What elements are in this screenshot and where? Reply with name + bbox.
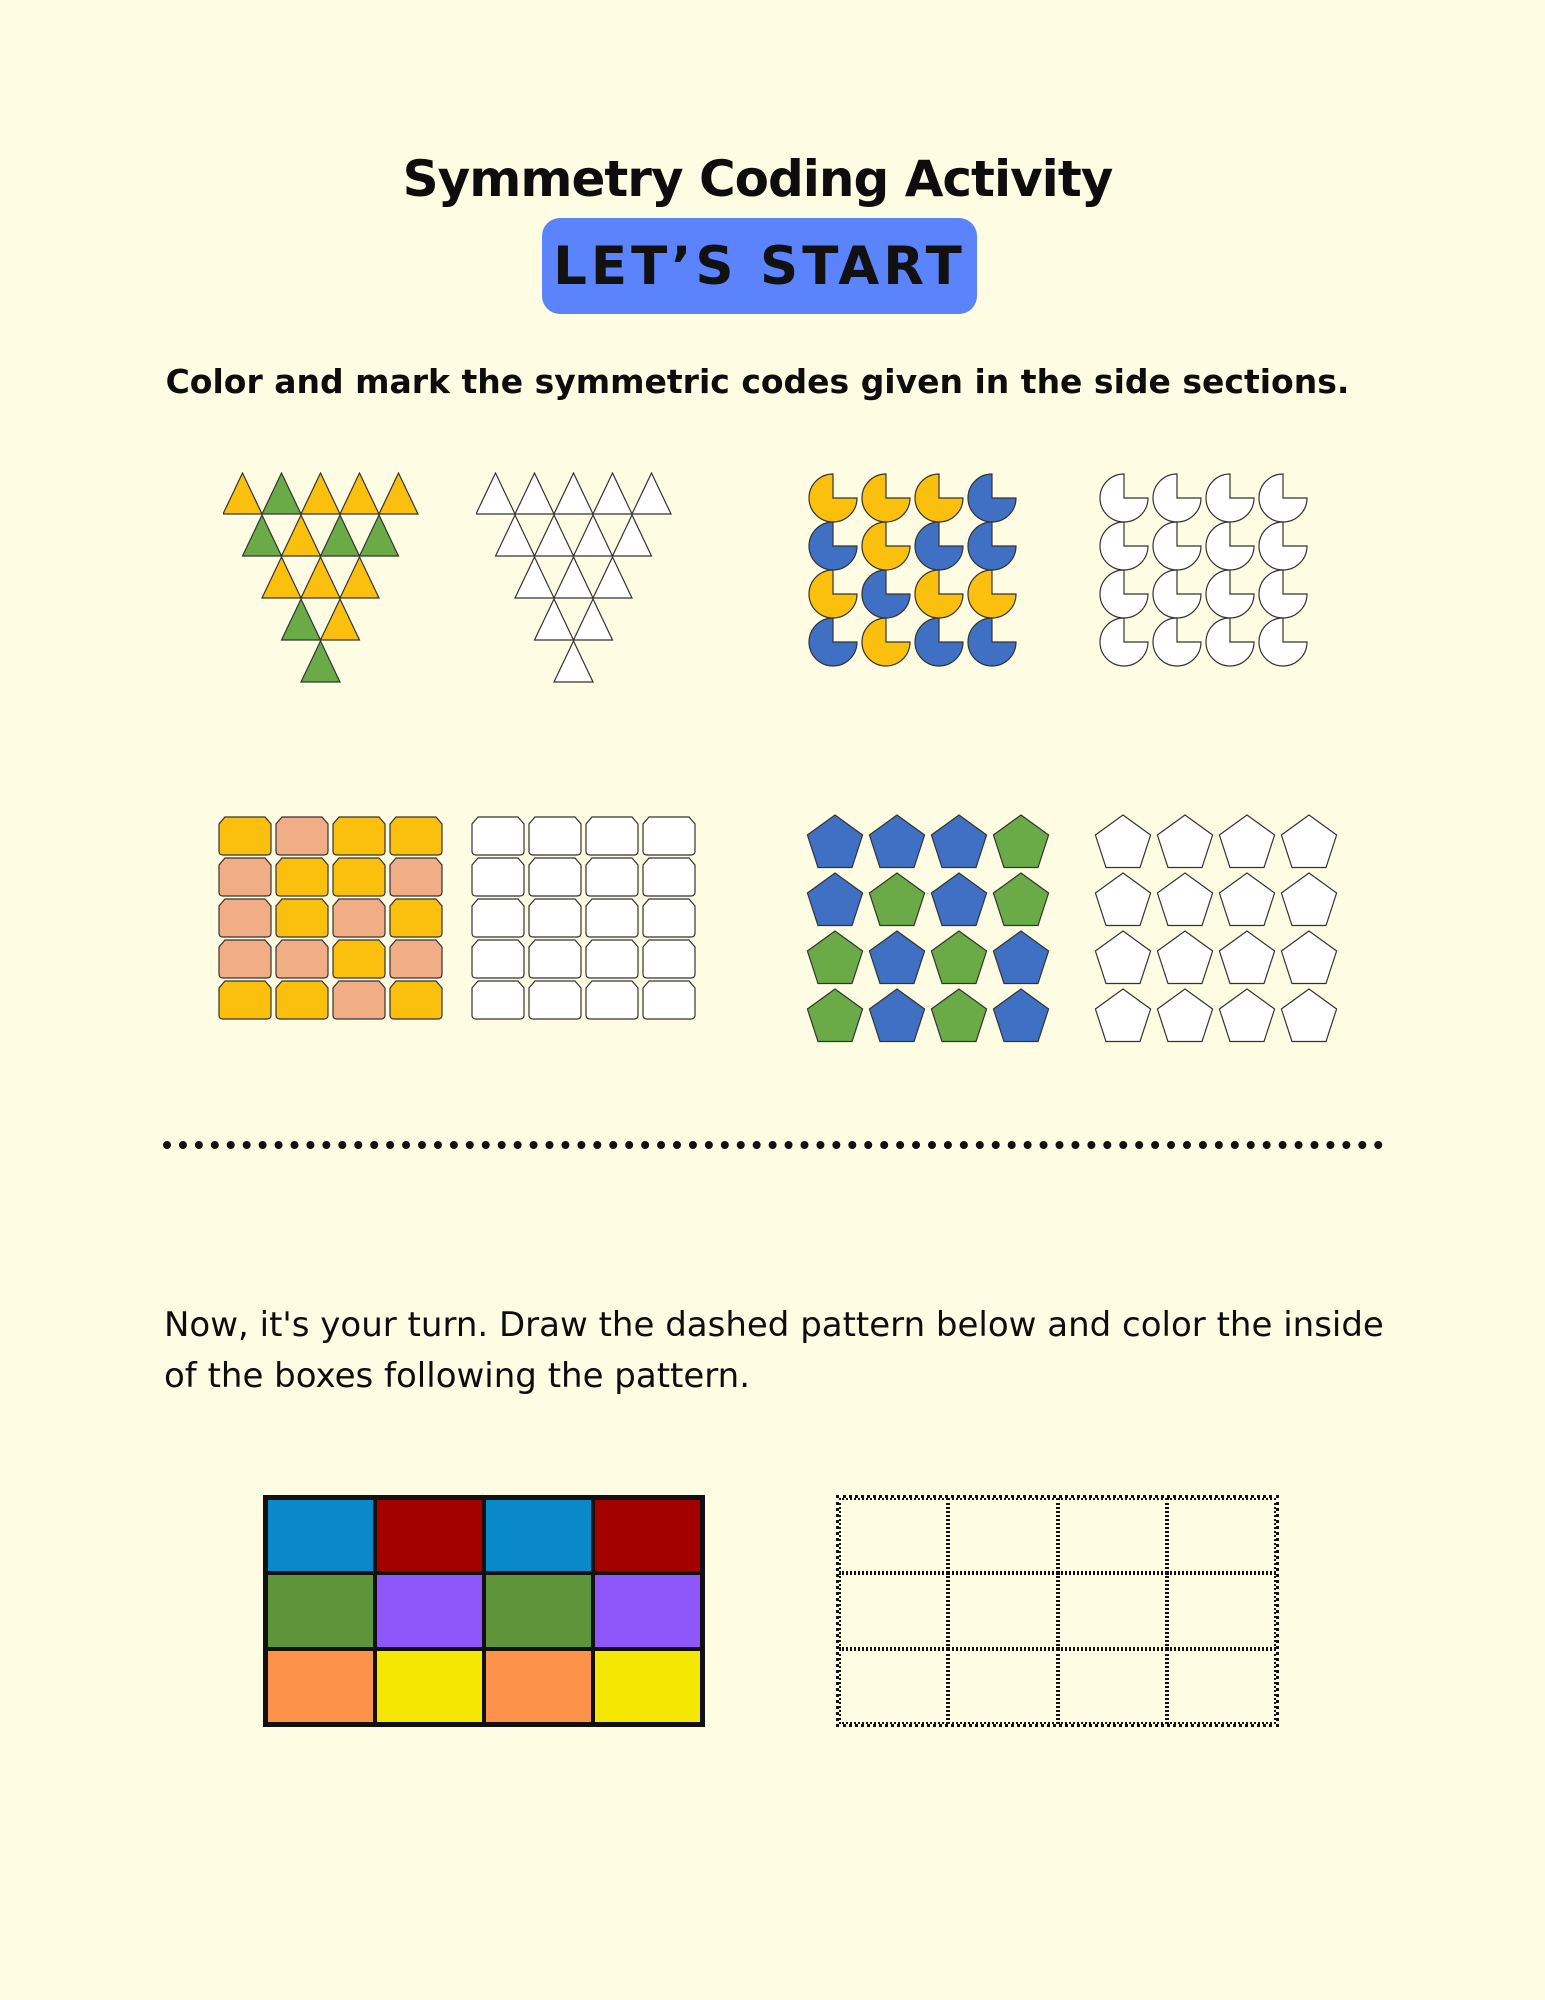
tile-shape[interactable] — [472, 858, 524, 896]
pentagon-shape — [869, 989, 924, 1042]
blank-cell[interactable] — [1058, 1498, 1167, 1573]
pacman-shape — [968, 618, 1016, 666]
triangle-shape — [340, 557, 379, 598]
triangle-shape — [301, 473, 340, 514]
page-title: Symmetry Coding Activity — [402, 150, 1113, 208]
pacman-shape — [968, 570, 1016, 618]
blank-cell[interactable] — [1167, 1573, 1276, 1648]
pentagon-shape[interactable] — [1219, 989, 1274, 1042]
tile-shape — [276, 981, 328, 1019]
pentagon-shape — [807, 931, 862, 984]
pacman-pattern-colored — [807, 472, 1029, 668]
pentagon-shape[interactable] — [1281, 873, 1336, 926]
triangle-shape[interactable] — [476, 473, 515, 514]
blank-cell[interactable] — [839, 1649, 948, 1724]
triangle-shape[interactable] — [632, 473, 671, 514]
your-turn-text: Now, it's your turn. Draw the dashed pattern below and color the inside of the boxes following the pattern. — [164, 1305, 1384, 1396]
color-cell — [375, 1649, 484, 1724]
pentagon-shape[interactable] — [1157, 931, 1212, 984]
blank-cell[interactable] — [1058, 1573, 1167, 1648]
pacman-shape[interactable] — [1259, 474, 1307, 522]
tile-shape[interactable] — [586, 858, 638, 896]
pentagon-shape[interactable] — [1219, 931, 1274, 984]
triangle-pattern-blank[interactable] — [476, 472, 676, 684]
tile-shape[interactable] — [643, 899, 695, 937]
color-cell — [484, 1649, 593, 1724]
triangle-shape — [223, 473, 262, 514]
pentagon-shape — [807, 989, 862, 1042]
triangle-shape — [262, 557, 301, 598]
pacman-shape[interactable] — [1206, 522, 1254, 570]
tile-shape — [276, 858, 328, 896]
tile-shape — [390, 940, 442, 978]
pacman-pattern-blank[interactable] — [1098, 472, 1320, 668]
pacman-shape — [968, 474, 1016, 522]
tile-shape[interactable] — [643, 940, 695, 978]
tile-shape[interactable] — [643, 858, 695, 896]
tile-shape[interactable] — [472, 981, 524, 1019]
pentagon-shape — [931, 815, 986, 868]
tile-shape[interactable] — [472, 899, 524, 937]
blank-cell[interactable] — [1058, 1649, 1167, 1724]
pentagon-shape — [993, 873, 1048, 926]
tile-shape[interactable] — [529, 940, 581, 978]
pacman-shape[interactable] — [1206, 570, 1254, 618]
color-cell — [593, 1649, 702, 1724]
pentagon-shape — [931, 931, 986, 984]
pentagon-shape[interactable] — [1281, 931, 1336, 984]
pacman-shape[interactable] — [1100, 474, 1148, 522]
triangle-shape[interactable] — [554, 557, 593, 598]
pacman-shape — [809, 618, 857, 666]
pacman-shape — [915, 570, 963, 618]
pentagon-shape[interactable] — [1281, 989, 1336, 1042]
pacman-shape — [809, 522, 857, 570]
pacman-shape[interactable] — [1259, 618, 1307, 666]
tile-shape — [276, 899, 328, 937]
pentagon-shape — [807, 815, 862, 868]
pacman-shape — [809, 474, 857, 522]
pentagon-shape[interactable] — [1157, 815, 1212, 868]
pacman-shape[interactable] — [1153, 474, 1201, 522]
triangle-shape[interactable] — [554, 641, 593, 682]
pacman-shape[interactable] — [1153, 570, 1201, 618]
pentagon-shape[interactable] — [1095, 931, 1150, 984]
triangle-shape[interactable] — [574, 515, 613, 556]
tile-shape — [333, 858, 385, 896]
color-cell — [593, 1573, 702, 1648]
tile-shape — [276, 940, 328, 978]
pacman-shape — [862, 570, 910, 618]
pentagon-shape[interactable] — [1157, 989, 1212, 1042]
pacman-shape[interactable] — [1153, 522, 1201, 570]
tile-shape — [390, 858, 442, 896]
tile-shape[interactable] — [586, 899, 638, 937]
tile-shape[interactable] — [586, 817, 638, 855]
triangle-shape — [321, 599, 360, 640]
pacman-shape[interactable] — [1259, 570, 1307, 618]
pentagon-shape — [993, 989, 1048, 1042]
pentagon-shape — [931, 873, 986, 926]
pacman-shape — [915, 522, 963, 570]
tile-shape — [390, 817, 442, 855]
tile-shape[interactable] — [472, 817, 524, 855]
pentagon-shape — [869, 931, 924, 984]
pentagon-shape[interactable] — [1219, 815, 1274, 868]
color-cell — [266, 1498, 375, 1573]
triangle-shape[interactable] — [593, 557, 632, 598]
triangle-shape — [379, 473, 418, 514]
tile-pattern-blank[interactable] — [470, 815, 700, 1030]
tile-pattern-colored — [217, 815, 447, 1030]
pacman-shape[interactable] — [1206, 474, 1254, 522]
tile-shape[interactable] — [586, 981, 638, 1019]
tile-shape[interactable] — [586, 940, 638, 978]
color-cell — [266, 1649, 375, 1724]
tile-shape — [219, 858, 271, 896]
pentagon-shape[interactable] — [1095, 989, 1150, 1042]
tile-shape — [333, 899, 385, 937]
pentagon-shape — [993, 815, 1048, 868]
triangle-shape[interactable] — [496, 515, 535, 556]
pacman-shape — [862, 618, 910, 666]
pentagon-shape[interactable] — [1095, 815, 1150, 868]
tile-shape[interactable] — [529, 858, 581, 896]
pentagon-shape — [869, 873, 924, 926]
pacman-shape[interactable] — [1206, 618, 1254, 666]
tile-shape — [219, 981, 271, 1019]
tile-shape[interactable] — [529, 981, 581, 1019]
pacman-shape — [862, 522, 910, 570]
blank-cell[interactable] — [1167, 1649, 1276, 1724]
pentagon-pattern-blank[interactable] — [1091, 812, 1343, 1050]
tile-shape[interactable] — [529, 899, 581, 937]
triangle-shape — [282, 599, 321, 640]
color-pattern-grid — [263, 1495, 705, 1727]
tile-shape[interactable] — [472, 940, 524, 978]
color-cell — [484, 1498, 593, 1573]
tile-shape — [333, 981, 385, 1019]
color-cell — [375, 1573, 484, 1648]
triangle-shape[interactable] — [554, 473, 593, 514]
tile-shape — [276, 817, 328, 855]
blank-cell[interactable] — [948, 1649, 1057, 1724]
pentagon-shape[interactable] — [1095, 873, 1150, 926]
triangle-pattern-colored — [223, 472, 423, 684]
triangle-shape[interactable] — [535, 515, 574, 556]
lets-start-button[interactable]: LET’S START — [542, 218, 977, 314]
triangle-shape — [321, 515, 360, 556]
tile-shape[interactable] — [529, 817, 581, 855]
pacman-shape — [915, 618, 963, 666]
pentagon-shape — [807, 873, 862, 926]
triangle-shape[interactable] — [515, 473, 554, 514]
triangle-shape[interactable] — [515, 557, 554, 598]
tile-shape — [390, 981, 442, 1019]
pentagon-shape[interactable] — [1219, 873, 1274, 926]
pacman-shape[interactable] — [1259, 522, 1307, 570]
pacman-shape — [862, 474, 910, 522]
tile-shape — [219, 940, 271, 978]
color-cell — [484, 1573, 593, 1648]
pentagon-shape — [931, 989, 986, 1042]
triangle-shape — [243, 515, 282, 556]
pacman-shape[interactable] — [1100, 570, 1148, 618]
pacman-shape — [915, 474, 963, 522]
pacman-shape[interactable] — [1153, 618, 1201, 666]
tile-shape — [390, 899, 442, 937]
pentagon-shape[interactable] — [1281, 815, 1336, 868]
color-cell — [266, 1573, 375, 1648]
pacman-shape[interactable] — [1100, 522, 1148, 570]
pentagon-shape[interactable] — [1157, 873, 1212, 926]
blank-cell[interactable] — [839, 1573, 948, 1648]
triangle-shape — [340, 473, 379, 514]
pentagon-pattern-colored — [803, 812, 1055, 1050]
blank-cell[interactable] — [948, 1573, 1057, 1648]
blank-cell[interactable] — [1167, 1498, 1276, 1573]
pentagon-shape — [869, 815, 924, 868]
color-cell — [593, 1498, 702, 1573]
tile-shape — [333, 817, 385, 855]
tile-shape[interactable] — [643, 817, 695, 855]
triangle-shape[interactable] — [613, 515, 652, 556]
pacman-shape[interactable] — [1100, 618, 1148, 666]
pentagon-shape — [993, 931, 1048, 984]
triangle-shape[interactable] — [574, 599, 613, 640]
tile-shape — [219, 899, 271, 937]
triangle-shape — [301, 557, 340, 598]
blank-cell[interactable] — [839, 1498, 948, 1573]
triangle-shape[interactable] — [535, 599, 574, 640]
dotted-drawing-grid[interactable] — [836, 1495, 1279, 1727]
blank-cell[interactable] — [948, 1498, 1057, 1573]
triangle-shape — [282, 515, 321, 556]
color-cell — [375, 1498, 484, 1573]
triangle-shape — [262, 473, 301, 514]
pacman-shape — [809, 570, 857, 618]
instruction-text: Color and mark the symmetric codes given in the side sections. — [165, 362, 1350, 401]
triangle-shape — [360, 515, 399, 556]
tile-shape[interactable] — [643, 981, 695, 1019]
triangle-shape[interactable] — [593, 473, 632, 514]
dotted-divider — [163, 1141, 1383, 1149]
tile-shape — [333, 940, 385, 978]
triangle-shape — [301, 641, 340, 682]
pacman-shape — [968, 522, 1016, 570]
tile-shape — [219, 817, 271, 855]
